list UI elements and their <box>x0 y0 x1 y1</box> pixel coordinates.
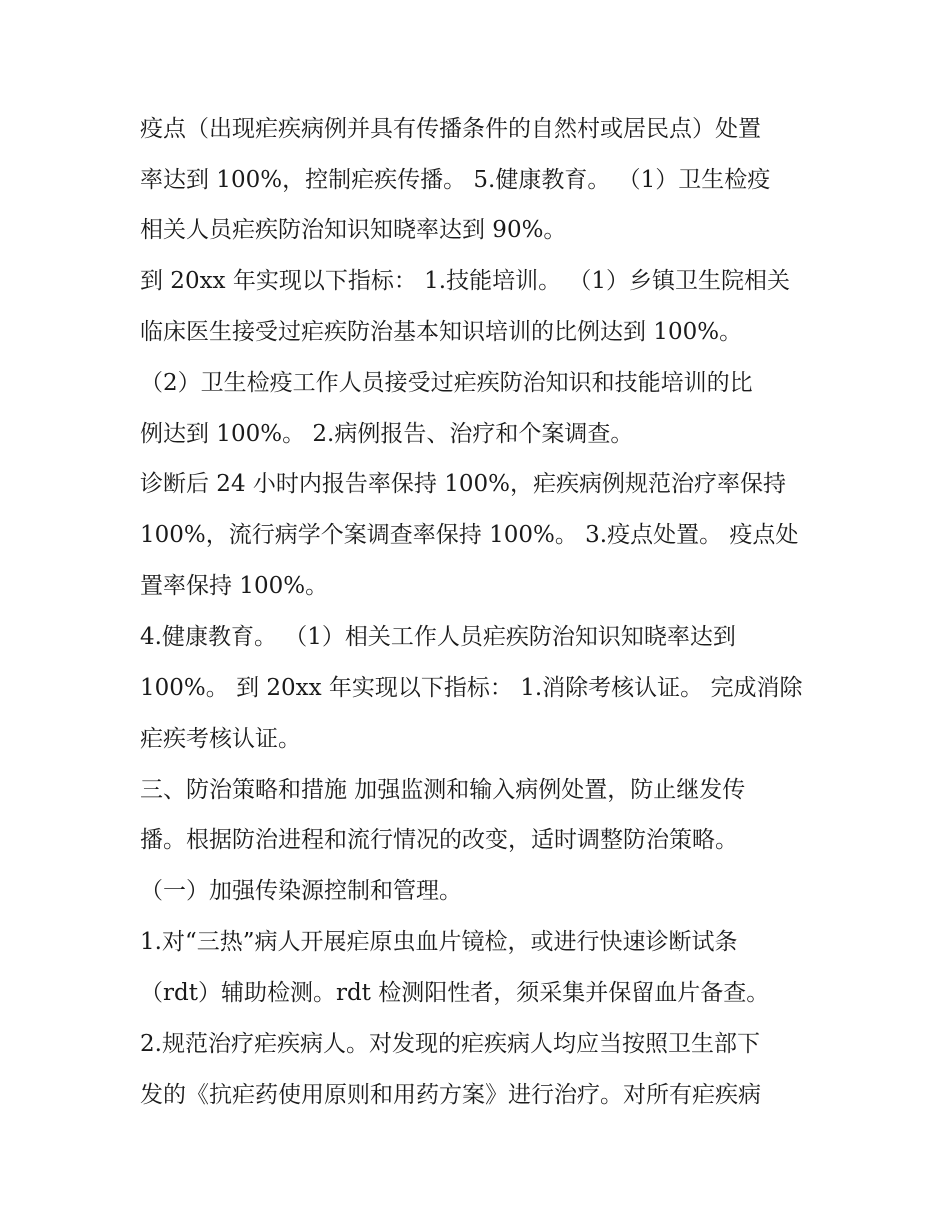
text-line: 率达到 100%，控制疟疾传播。 5.健康教育。 （1）卫生检疫 <box>140 167 771 193</box>
text-line: 临床医生接受过疟疾防治基本知识培训的比例达到 100%。 <box>140 319 743 345</box>
text-line: 疟疾考核认证。 <box>140 726 301 752</box>
text-line: 例达到 100%。 2.病例报告、治疗和个案调查。 <box>140 421 634 447</box>
text-line: 播。根据防治进程和流行情况的改变，适时调整防治策略。 <box>140 827 738 853</box>
text-line: （rdt）辅助检测。rdt 检测阳性者，须采集并保留血片备查。 <box>140 980 770 1006</box>
text-line: 到 20xx 年实现以下指标： 1.技能培训。 （1）乡镇卫生院相关 <box>140 268 791 294</box>
text-line: 100%，流行病学个案调查率保持 100%。 3.疫点处置。 疫点处 <box>140 522 799 548</box>
text-line: 发的《抗疟药使用原则和用药方案》进行治疗。对所有疟疾病 <box>140 1082 761 1108</box>
text-line: 4.健康教育。 （1）相关工作人员疟疾防治知识知晓率达到 <box>140 624 736 650</box>
text-line: 2.规范治疗疟疾病人。对发现的疟疾病人均应当按照卫生部下 <box>140 1031 760 1057</box>
text-line: 相关人员疟疾防治知识知晓率达到 90%。 <box>140 217 567 243</box>
text-line: 疫点（出现疟疾病例并具有传播条件的自然村或居民点）处置 <box>140 116 761 142</box>
text-line: 100%。 到 20xx 年实现以下指标： 1.消除考核认证。 完成消除 <box>140 675 803 701</box>
text-line: 诊断后 24 小时内报告率保持 100%，疟疾病例规范治疗率保持 <box>140 471 786 497</box>
text-line: 1.对“三热”病人开展疟原虫血片镜检，或进行快速诊断试条 <box>140 929 738 955</box>
text-line: （2）卫生检疫工作人员接受过疟疾防治知识和技能培训的比 <box>140 370 753 396</box>
text-line: 置率保持 100%。 <box>140 573 329 599</box>
text-line: 三、防治策略和措施 加强监测和输入病例处置，防止继发传 <box>140 777 746 803</box>
text-line: （一）加强传染源控制和管理。 <box>140 878 462 904</box>
